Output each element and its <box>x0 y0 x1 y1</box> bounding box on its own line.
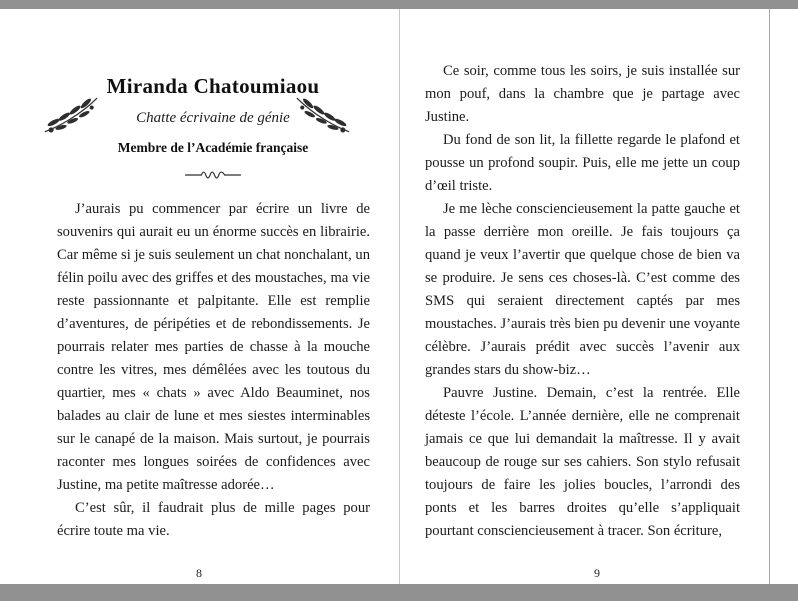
paragraph: J’aurais pu commencer par écrire un livre de souvenirs qui aurait eu un énorme succès en librairie. Car même si je suis seulement un chat nonchalant, un félin poilu avec des griffes et des moustaches, ma vie reste passionnante et palpitante. Elle est remplie d’aventures, de péripéties et de rebondissements. Je pourrais relater mes parties de chasse à la mouche contre les vitres, mes démêlées avec les toutous du quartier, mes « chats » avec Aldo Beauminet, nos balades au clair de lune et mes siestes interminables sur le canapé de la maison. Mais surtout, je pourrais raconter mes longues soirées de confidences avec Justine, ma petite maîtresse adorée… <box>57 201 370 493</box>
chapter-membership: Membre de l’Académie française <box>117 140 309 155</box>
divider-flourish-icon <box>57 168 369 186</box>
page-spine-divider <box>399 9 400 584</box>
window-chrome-bottom <box>0 584 798 601</box>
right-page-text <box>425 60 740 543</box>
window-chrome-top <box>0 0 798 9</box>
page-number-right: 9 <box>594 566 600 580</box>
paragraph: Pauvre Justine. Demain, c’est la rentrée. Elle déteste l’école. L’année dernière, elle ne comprenait jamais ce que lui demandait la maîtresse. Il y avait beaucoup de rouge sur ses cahiers. Son stylo refusait toujours de faire les jolies boucles, l’arrondi des ponts et les barres droites qu’elle s’appliquait pourtant consciencieusement à tracer. Son écriture, <box>425 385 740 539</box>
paragraph: Ce soir, comme tous les soirs, je suis installée sur mon pouf, dans la chambre que je partage avec Justine. <box>425 63 740 125</box>
left-page-text <box>57 198 370 543</box>
page-number-left: 8 <box>196 566 202 580</box>
page-edge-line <box>769 9 770 584</box>
paragraph: Je me lèche consciencieusement la patte gauche et la passe derrière mon oreille. Je fais toujours ça quand je veux l’avertir que quelque chose de bien va se produire. Je sens ces choses-là. C’est comme des SMS qui seraient directement captés par mes moustaches. J’aurais très bien pu devenir une voyante célèbre. J’aurais prédit avec succès l’avenir aux grandes stars du show-biz… <box>425 201 740 378</box>
chapter-title: Miranda Chatoumiaou <box>106 74 320 98</box>
paragraph: C’est sûr, il faudrait plus de mille pages pour écrire toute ma vie. <box>57 500 370 539</box>
paragraph: Du fond de son lit, la fillette regarde le plafond et pousse un profond soupir. Puis, elle me jette un coup d’œil triste. <box>425 132 740 194</box>
chapter-subtitle: Chatte écrivaine de génie <box>136 110 290 126</box>
